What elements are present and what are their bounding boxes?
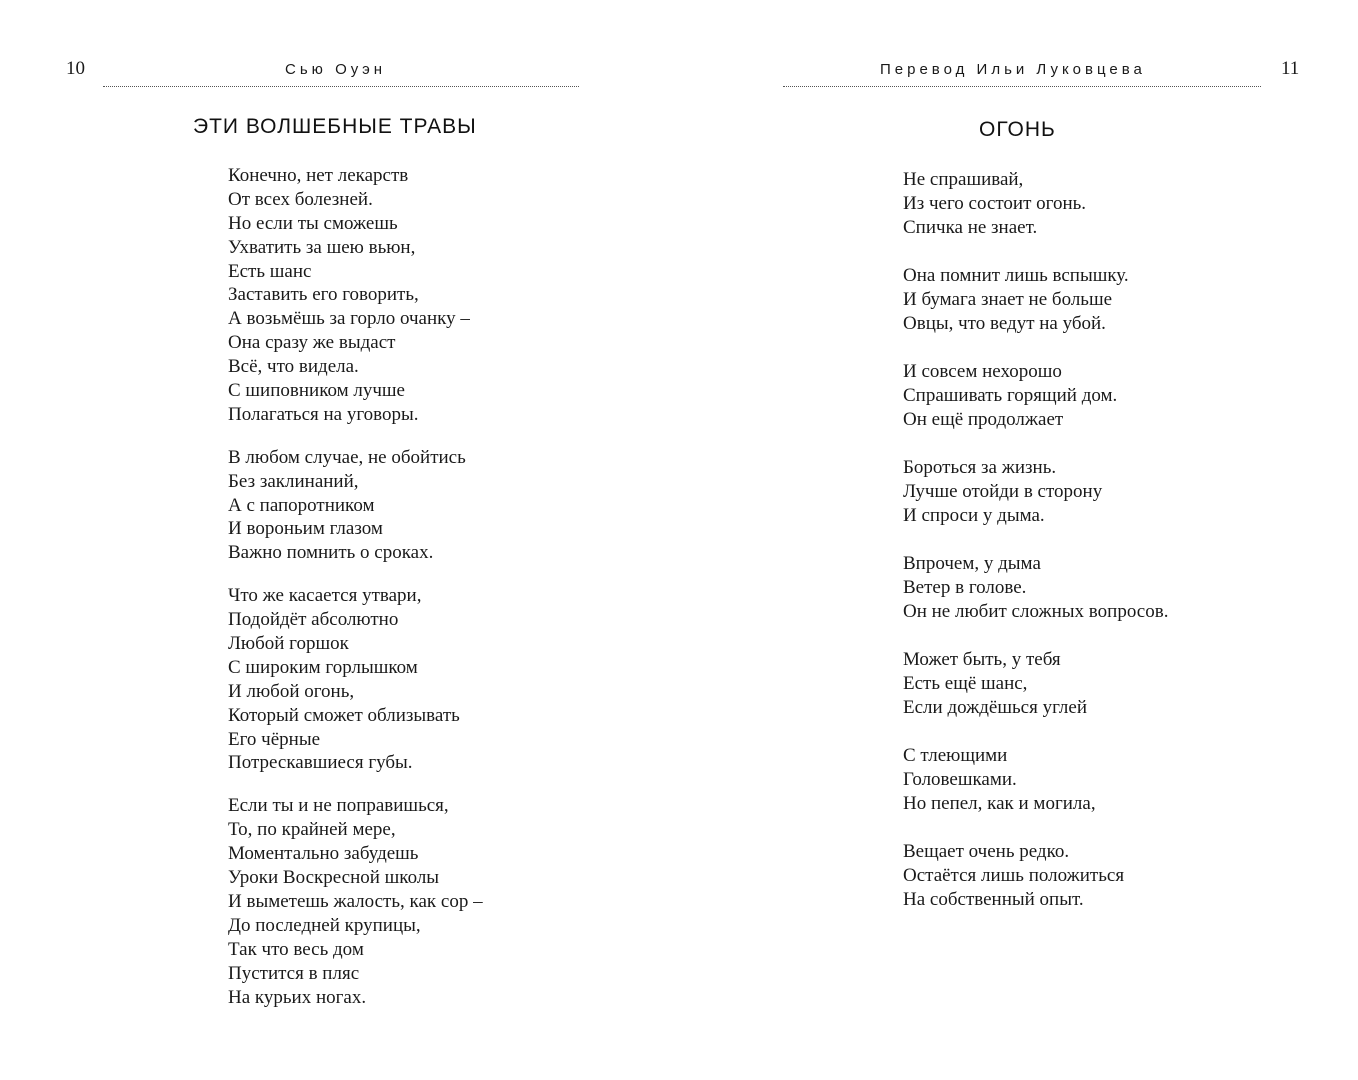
poem-line: И совсем нехорошо	[903, 361, 1062, 382]
poem-body	[228, 164, 483, 1009]
poem-line: В любом случае, не обойтись	[228, 446, 466, 468]
poem-line: Спичка не знает.	[903, 217, 1038, 238]
poem-line: Любой горшок	[228, 633, 349, 655]
poem-line: Впрочем, у дыма	[903, 553, 1041, 574]
poem-title: ЭТИ ВОЛШЕБНЫЕ ТРАВЫ	[193, 115, 477, 138]
poem-line: Она сразу же выдаст	[228, 332, 396, 354]
poem-line: И бумага знает не больше	[903, 289, 1113, 310]
poem-line: И любой огонь,	[228, 680, 355, 702]
stanza	[228, 794, 483, 1009]
stanza	[903, 264, 1168, 336]
poem-line: На собственный опыт.	[903, 889, 1084, 910]
poem-line: А с папоротником	[228, 494, 375, 516]
stanza	[903, 840, 1168, 912]
poem-line: Он ещё продолжает	[903, 409, 1064, 430]
poem-line: Лучше отойди в сторону	[903, 481, 1103, 502]
running-head-translator: Перевод Ильи Луковцева	[880, 61, 1146, 78]
poem-line: Спрашивать горящий дом.	[903, 385, 1118, 406]
poem-line: Остаётся лишь положиться	[903, 865, 1125, 886]
poem-line: Пустится в пляс	[228, 962, 360, 984]
poem-line: Полагаться на уговоры.	[228, 403, 419, 425]
poem-line: То, по крайней мере,	[228, 819, 396, 841]
poem-line: Ухватить за шею вьюн,	[228, 236, 416, 258]
dotted-rule	[783, 86, 1261, 87]
page-number: 10	[66, 58, 85, 79]
stanza	[228, 446, 483, 565]
poem-line: Моментально забудешь	[228, 843, 419, 865]
poem-line: Есть ещё шанс,	[903, 673, 1028, 694]
running-head-author: Сью Оуэн	[285, 61, 387, 78]
poem-body	[903, 168, 1168, 912]
poem-line: Но пепел, как и могила,	[903, 793, 1096, 814]
poem-line: Заставить его говорить,	[228, 284, 419, 306]
poem-line: Он не любит сложных вопросов.	[903, 601, 1169, 622]
poem-line: От всех болезней.	[228, 188, 373, 210]
poem-line: И спроси у дыма.	[903, 505, 1045, 526]
poem-line: Подойдёт абсолютно	[228, 609, 399, 631]
poem-line: Если ты и не поправишься,	[228, 795, 449, 817]
poem-line: А возьмёшь за горло очанку –	[228, 308, 470, 330]
stanza	[903, 360, 1168, 432]
poem-line: Она помнит лишь вспышку.	[903, 265, 1129, 286]
poem-line: Без заклинаний,	[228, 470, 359, 492]
stanza	[228, 164, 483, 427]
stanza	[903, 168, 1168, 240]
poem-line: Что же касается утвари,	[228, 585, 422, 607]
poem-line: Может быть, у тебя	[903, 649, 1061, 670]
poem-line: Важно помнить о сроках.	[228, 542, 434, 564]
poem-line: Который сможет облизывать	[228, 704, 460, 726]
poem-line: Бороться за жизнь.	[903, 457, 1057, 478]
page-number: 11	[1281, 58, 1300, 79]
poem-line: Потрескавшиеся губы.	[228, 752, 413, 774]
poem-line: Не спрашивай,	[903, 169, 1024, 190]
poem-line: Вещает очень редко.	[903, 841, 1070, 862]
poem-line: На курьих ногах.	[228, 986, 367, 1008]
poem-line: Но если ты сможешь	[228, 212, 398, 234]
poem-line: Его чёрные	[228, 728, 321, 750]
poem-line: Из чего состоит огонь.	[903, 193, 1087, 214]
poem-line: С широким горлышком	[228, 656, 418, 678]
poem-line: Так что весь дом	[228, 938, 364, 960]
poem-line: И выметешь жалость, как сор –	[228, 890, 483, 912]
poem-line: До последней крупицы,	[228, 914, 421, 936]
poem-line: Есть шанс	[228, 260, 312, 282]
stanza	[903, 744, 1168, 816]
poem-line: С шиповником лучше	[228, 380, 405, 402]
poem-line: И вороньим глазом	[228, 518, 383, 540]
poem-line: Овцы, что ведут на убой.	[903, 313, 1106, 334]
poem-title: ОГОНЬ	[979, 118, 1056, 141]
stanza	[903, 552, 1168, 624]
poem-line: Конечно, нет лекарств	[228, 165, 409, 186]
dotted-rule	[103, 86, 579, 87]
poem-line: Уроки Воскресной школы	[228, 867, 440, 889]
stanza	[903, 456, 1168, 528]
right-page	[679, 0, 1358, 1080]
stanza	[228, 584, 483, 775]
stanza	[903, 648, 1168, 720]
poem-line: Ветер в голове.	[903, 577, 1027, 598]
poem-line: Головешками.	[903, 769, 1017, 790]
poem-line: С тлеющими	[903, 745, 1008, 766]
poem-line: Если дождёшься углей	[903, 697, 1087, 718]
poem-line: Всё, что видела.	[228, 356, 359, 378]
